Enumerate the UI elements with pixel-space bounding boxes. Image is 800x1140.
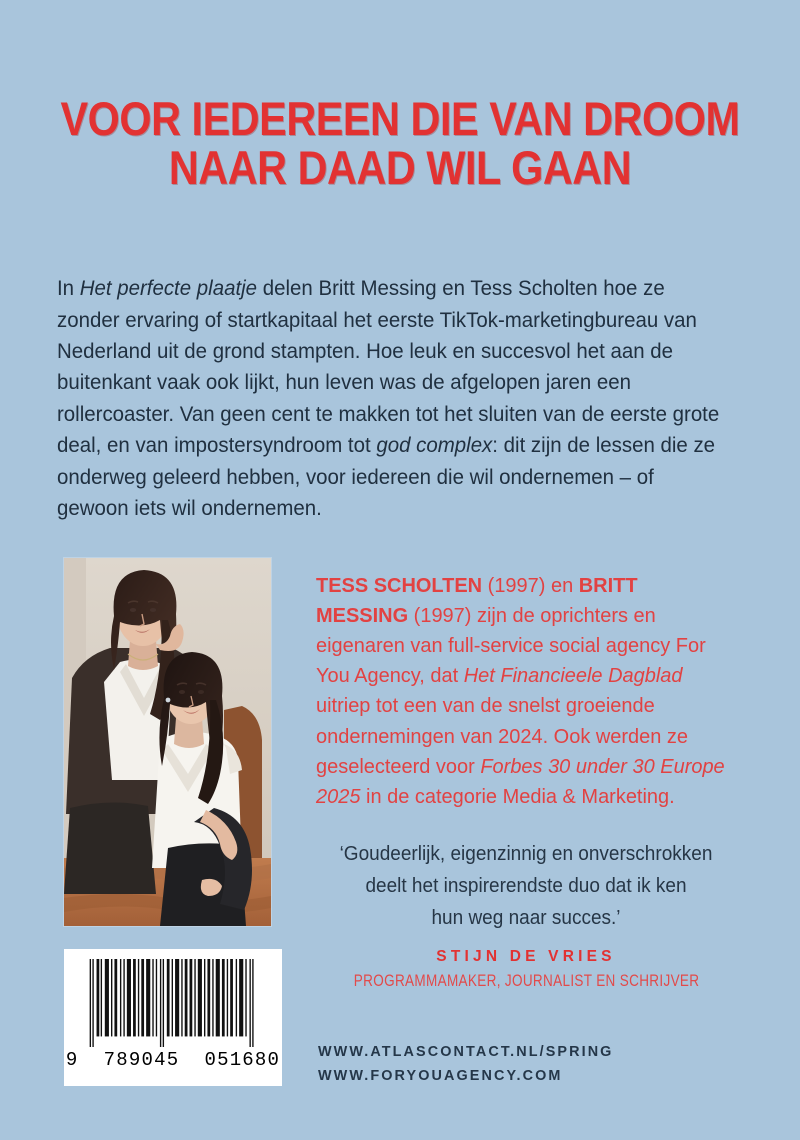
barcode-bars: [80, 959, 266, 1047]
bio-text-1: (1997) zijn de oprichters en eigenaren van full-service social agency For You Agency, dat: [316, 603, 706, 688]
blurb-part-2: delen Britt Messing en Tess Scholten hoe ze zonder ervaring of startkapitaal het eerste TikTok-marketingbureau van Nederland uit de grond stampten. Hoe leuk en succesvol het aan de buitenkant vaak ook lijkt, hun leven was de afgelopen jaren een rollercoaster. Van geen cent te makken tot het sluiten van de eerste grote deal, en van impostersyndroom tot: [57, 277, 720, 458]
author-bio: [316, 571, 733, 813]
isbn-barcode: [64, 949, 282, 1086]
isbn-digits: 9 789045 051680: [65, 1049, 281, 1071]
quote-line-1: ‘Goudeerlijk, eigenzinnig en onverschrokken: [339, 843, 713, 865]
blurb-paragraph: [57, 273, 723, 524]
quote-line-3: hun weg naar succes.’: [431, 907, 621, 929]
blurb-italic-phrase: god complex: [376, 434, 493, 458]
pull-quote: [327, 838, 726, 934]
author-photo: [64, 558, 271, 926]
quote-attribution-name: STIJN DE VRIES: [436, 948, 616, 965]
agency-url[interactable]: WWW.FORYOUAGENCY.COM: [318, 1068, 563, 1084]
quote-line-2: deelt het inspirerendste duo dat ik ken: [365, 875, 687, 897]
blurb-part-1: In: [57, 277, 80, 301]
quote-attribution-role: PROGRAMMAMAKER, JOURNALIST EN SCHRIJVER: [353, 972, 700, 990]
headline-line-2: NAAR DAAD WIL GAAN: [168, 140, 632, 194]
bio-text-3: in de categorie Media & Marketing.: [360, 785, 675, 809]
website-urls: [318, 1040, 613, 1088]
author-name-tess: TESS SCHOLTEN: [316, 573, 483, 597]
blurb-book-title: Het perfecte plaatje: [79, 277, 258, 301]
publisher-url[interactable]: WWW.ATLASCONTACT.NL/SPRING: [318, 1044, 614, 1060]
headline-line-1: VOOR IEDEREEN DIE VAN DROOM: [60, 92, 740, 145]
blurb-part-3: : dit zijn de lessen die ze onderweg geleerd hebben, voor iedereen die wil ondernemen – of gewoon iets wil ondernemen.: [57, 434, 716, 521]
bio-year-1: (1997) en: [482, 573, 579, 597]
bio-text-2: uitriep tot een van de snelst groeiende ondernemingen van 2024. Ook werden ze geselecteerd voor: [316, 694, 689, 778]
bio-newspaper: Het Financieele Dagblad: [463, 664, 683, 688]
bio-forbes-list: Forbes 30 under 30 Europe 2025: [316, 754, 725, 809]
author-name-britt: BRITT MESSING: [316, 573, 638, 627]
page-title: [48, 92, 752, 194]
